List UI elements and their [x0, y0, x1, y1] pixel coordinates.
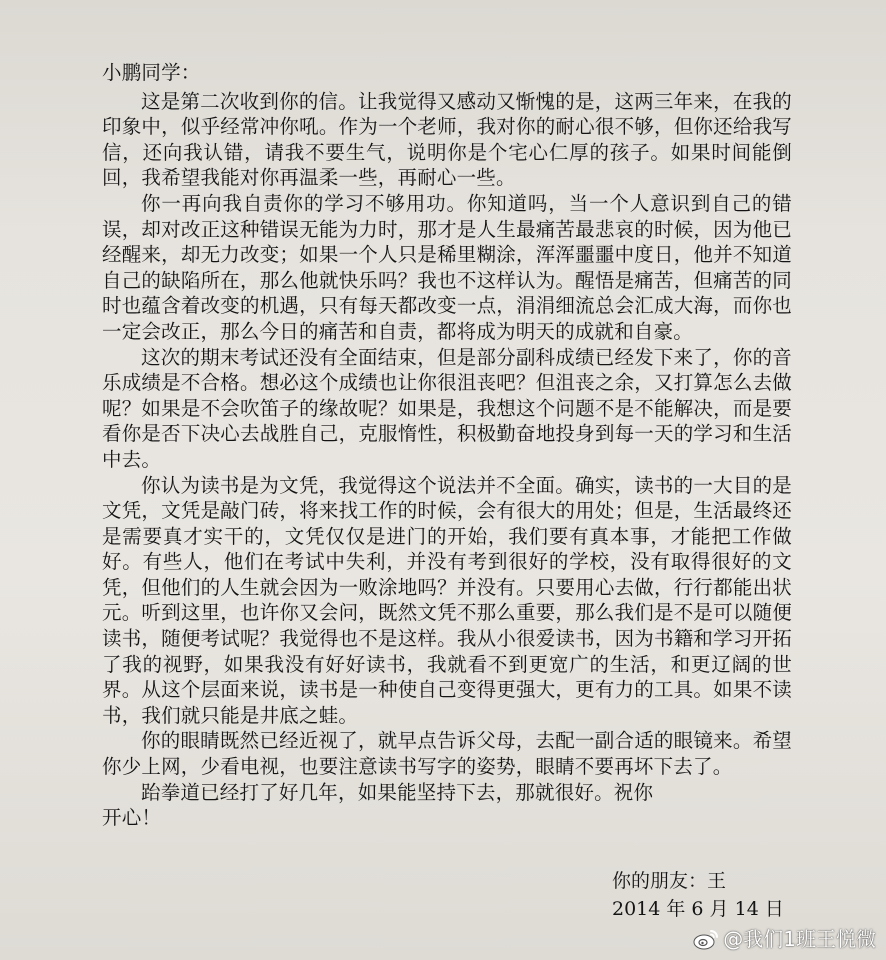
closing-line-2: 开心！: [102, 806, 162, 830]
closing-line-1: 跆拳道已经打了好几年，如果能坚持下去，那就很好。祝你: [141, 780, 654, 804]
paragraph-2: 你一再向我自责你的学习不够用功。你知道吗，当一个人意识到自己的错误，却对改正这种错误无能为力时，那才是人生最痛苦最悲哀的时候，因为他已经醒来，却无力改变；如果一个人只是稀里糊涂，浑浑噩噩中度日，他并不知道自己的缺陷所在，那么他就快乐吗？我也不这样认为。醒悟是痛苦，但痛苦的同时也蕴含着改变的机遇，只有每天都改变一点，涓涓细流总会汇成大海，而你也一定会改正，那么今日的痛苦和自责，都将成为明天的成就和自豪。: [102, 191, 792, 343]
weibo-icon: [693, 928, 719, 950]
salutation: 小鹏同学：: [102, 61, 201, 84]
letter-date: 2014 年 6 月 14 日: [612, 898, 784, 920]
paragraph-3: 这次的期末考试还没有全面结束，但是部分副科成绩已经发下来了，你的音乐成绩是不合格。想必这个成绩也让你很沮丧吧？但沮丧之余，又打算怎么去做呢？如果是不会吹笛子的缘故呢？如果是，我想这个问题不是不能解决，而是要看你是否下决心去战胜自己，克服惰性，积极勤奋地投身到每一天的学习和生活中去。: [102, 345, 792, 471]
weibo-watermark: [693, 924, 876, 954]
paragraph-5: 你的眼睛既然已经近视了，就早点告诉父母，去配一副合适的眼镜来。希望你少上网，少看电视，也要注意读书写字的姿势，眼睛不要再坏下去了。: [102, 729, 792, 779]
watermark-text: @我们1班王悦微: [723, 927, 876, 951]
paragraph-1: 这是第二次收到你的信。让我觉得又感动又惭愧的是，这两三年来，在我的印象中，似乎经常冲你吼。作为一个老师，我对你的耐心很不够，但你还给我写信，还向我认错，请我不要生气，说明你是个宅心仁厚的孩子。如果时间能倒回，我希望我能对你再温柔一些，再耐心一些。: [102, 89, 792, 190]
signature: 你的朋友：王: [612, 870, 727, 892]
letter-body: [102, 60, 792, 831]
paragraph-4: 你认为读书是为文凭，我觉得这个说法并不全面。确实，读书的一大目的是文凭，文凭是敲门砖，将来找工作的时候，会有很大的用处；但是，生活最终还是需要真才实干的，文凭仅仅是进门的开始，我们要有真本事，才能把工作做好。有些人，他们在考试中失利，并没有考到很好的学校，没有取得很好的文凭，但他们的人生就会因为一败涂地吗？并没有。只要用心去做，行行都能出状元。听到这里，也许你又会问，既然文凭不那么重要，那么我们是不是可以随便读书，随便考试呢？我觉得也不是这样。我从小很爱读书，因为书籍和学习开拓了我的视野，如果我没有好好读书，我就看不到更宽广的生活，和更辽阔的世界。从这个层面来说，读书是一种使自己变得更强大，更有力的工具。如果不读书，我们就只能是井底之蛙。: [102, 473, 792, 727]
